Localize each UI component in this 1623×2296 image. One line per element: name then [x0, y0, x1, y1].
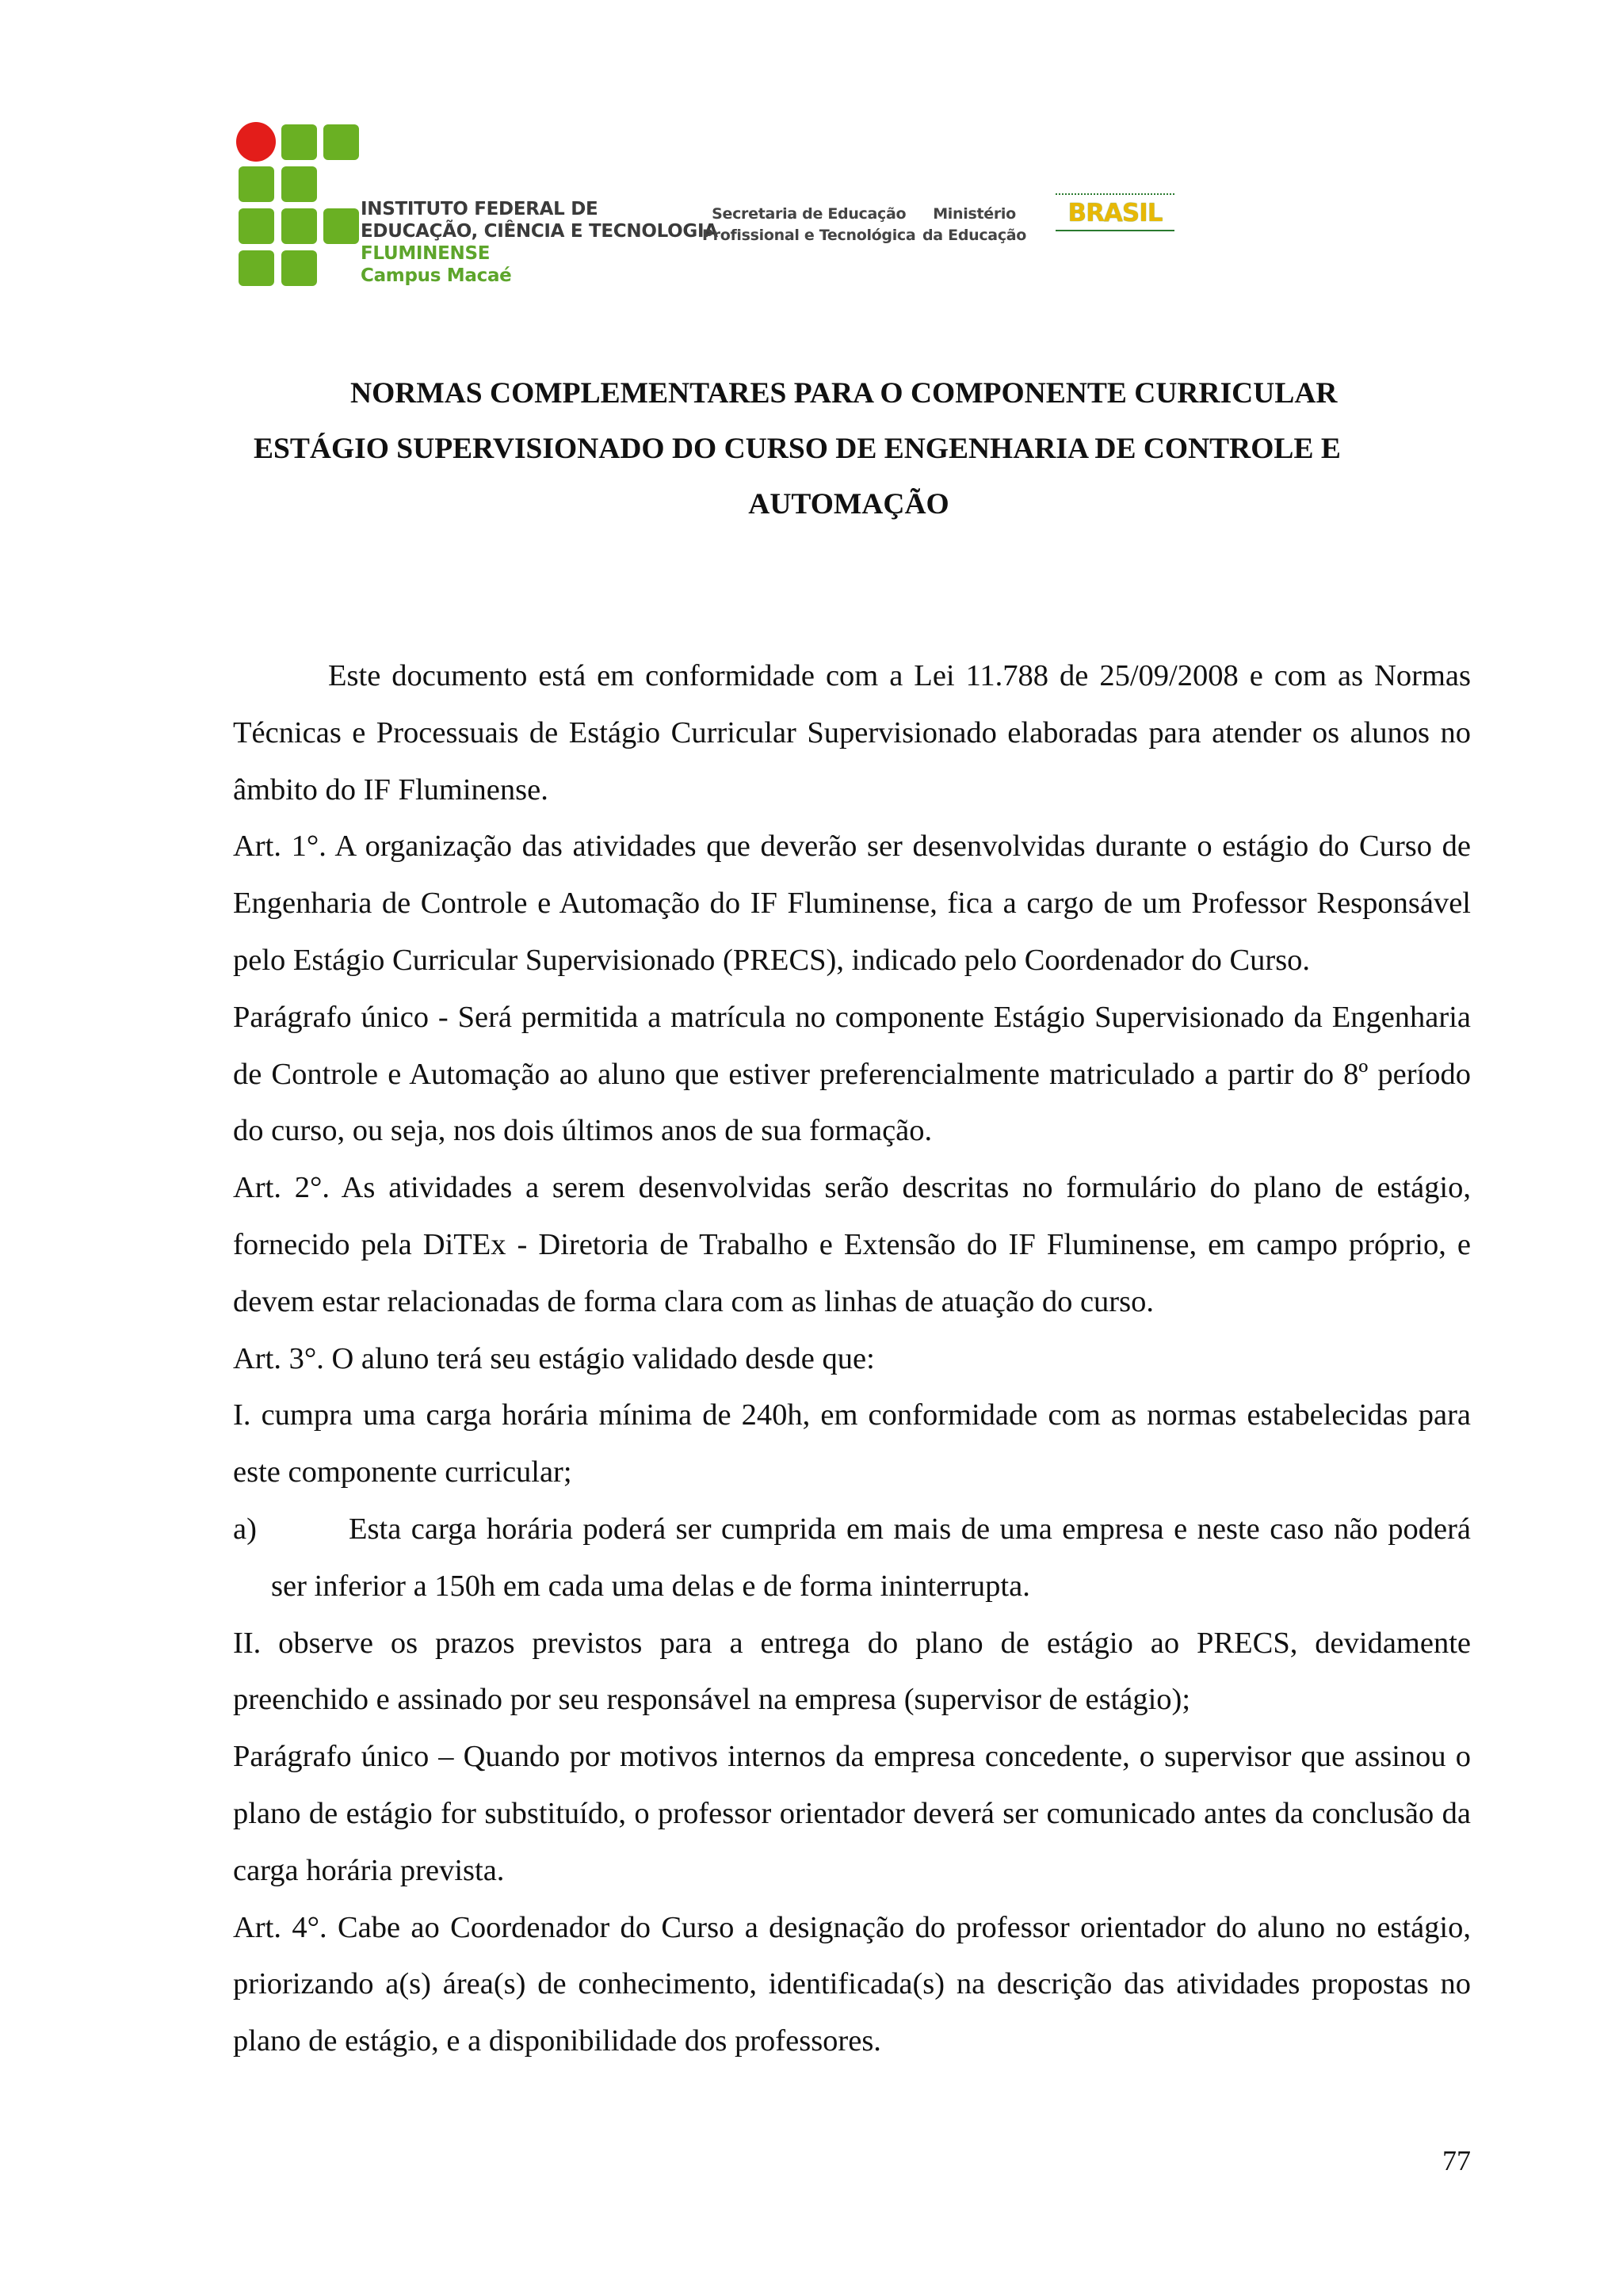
- page-header: [0, 0, 1623, 301]
- institution-campus: Campus Macaé: [361, 265, 512, 286]
- title-line-3: AUTOMAÇÃO: [748, 488, 949, 521]
- logo-square: [281, 250, 317, 286]
- secretaria-line: Profissional e Tecnológica: [702, 227, 916, 244]
- article-3-item-a: [233, 1501, 1471, 1615]
- title-line-1: NORMAS COMPLEMENTARES PARA O COMPONENTE CURRICULAR: [350, 377, 1338, 410]
- logo-square: [281, 166, 317, 202]
- logo-red-dot: [236, 122, 276, 162]
- article-1-paragraph: Parágrafo único - Será permitida a matrícula no componente Estágio Supervisionado da Engenharia de Controle e Automação ao aluno que estiver preferencialmente matriculado a partir do 8º período do curso, ou seja, nos dois últimos anos de sua formação.: [233, 1000, 1471, 1148]
- ministerio-line: Ministério: [933, 205, 1016, 223]
- logo-square: [281, 124, 317, 160]
- article-1: Art. 1°. A organização das atividades que deverão ser desenvolvidas durante o estágio do Curso de Engenharia de Controle e Automação do IF Fluminense, fica a cargo de um Professor Responsável pelo Estágio Curricular Supervisionado (PRECS), indicado pelo Coordenador do Curso.: [233, 830, 1471, 977]
- intro-paragraph: Este documento está em conformidade com a Lei 11.788 de 25/09/2008 e com as Normas Técnicas e Processuais de Estágio Curricular Supervisionado elaboradas para atender os alunos no âmbito do IF Fluminense.: [233, 659, 1471, 807]
- title-line-2: ESTÁGIO SUPERVISIONADO DO CURSO DE ENGENHARIA DE CONTROLE E: [254, 433, 1341, 465]
- brasil-logo-bottom-rule: [1056, 230, 1174, 235]
- brasil-government-logo: [1056, 190, 1174, 239]
- document-body: [233, 648, 1471, 2070]
- logo-square: [239, 166, 274, 202]
- if-fluminense-grid-logo: [236, 122, 363, 290]
- article-3-item-ii: II. observe os prazos previstos para a entrega do plano de estágio ao PRECS, devidamente preenchido e assinado por seu responsável na empresa (supervisor de estágio);: [233, 1626, 1471, 1717]
- item-a-text: Esta carga horária poderá ser cumprida em mais de uma empresa e neste caso não poderá ser inferior a 150h em cada uma delas e de forma ininterrupta.: [271, 1512, 1471, 1603]
- logo-square: [323, 124, 359, 160]
- ministerio-line: da Educação: [922, 227, 1027, 244]
- item-a-label: a): [233, 1512, 257, 1546]
- logo-square: [239, 250, 274, 286]
- logo-square: [323, 208, 359, 244]
- institution-fluminense: FLUMINENSE: [361, 243, 491, 264]
- article-3: Art. 3°. O aluno terá seu estágio validado desde que:: [233, 1341, 875, 1375]
- brasil-logo-word: BRASIL: [1067, 199, 1163, 227]
- institution-name: [361, 198, 718, 287]
- article-3-paragraph: Parágrafo único – Quando por motivos internos da empresa concedente, o supervisor que assinou o plano de estágio for substituído, o professor orientador deverá ser comunicado antes da conclusão da carga horária prevista.: [233, 1740, 1471, 1887]
- logo-square: [281, 208, 317, 244]
- document-title: [230, 366, 1468, 532]
- logo-square: [239, 208, 274, 244]
- article-3-item-i: I. cumpra uma carga horária mínima de 240h, em conformidade com as normas estabelecidas para este componente curricular;: [233, 1398, 1471, 1489]
- article-4: Art. 4°. Cabe ao Coordenador do Curso a designação do professor orientador do aluno no estágio, priorizando a(s) área(s) de conhecimento, identificada(s) na descrição das atividades propostas no plano de estágio, e a disponibilidade dos professores.: [233, 1910, 1471, 2058]
- article-2: Art. 2°. As atividades a serem desenvolvidas serão descritas no formulário do plano de estágio, fornecido pela DiTEx - Diretoria de Trabalho e Extensão do IF Fluminense, em campo próprio, e devem estar relacionadas de forma clara com as linhas de atuação do curso.: [233, 1171, 1471, 1318]
- page-number: 77: [1442, 2145, 1471, 2176]
- institution-line: INSTITUTO FEDERAL DE: [361, 199, 598, 219]
- secretaria-line: Secretaria de Educação: [712, 205, 907, 223]
- institution-line: EDUCAÇÃO, CIÊNCIA E TECNOLOGIA: [361, 221, 718, 242]
- brasil-logo-top-rule: [1056, 193, 1174, 198]
- ministerio-label: [922, 204, 1026, 246]
- secretaria-label: [702, 204, 915, 246]
